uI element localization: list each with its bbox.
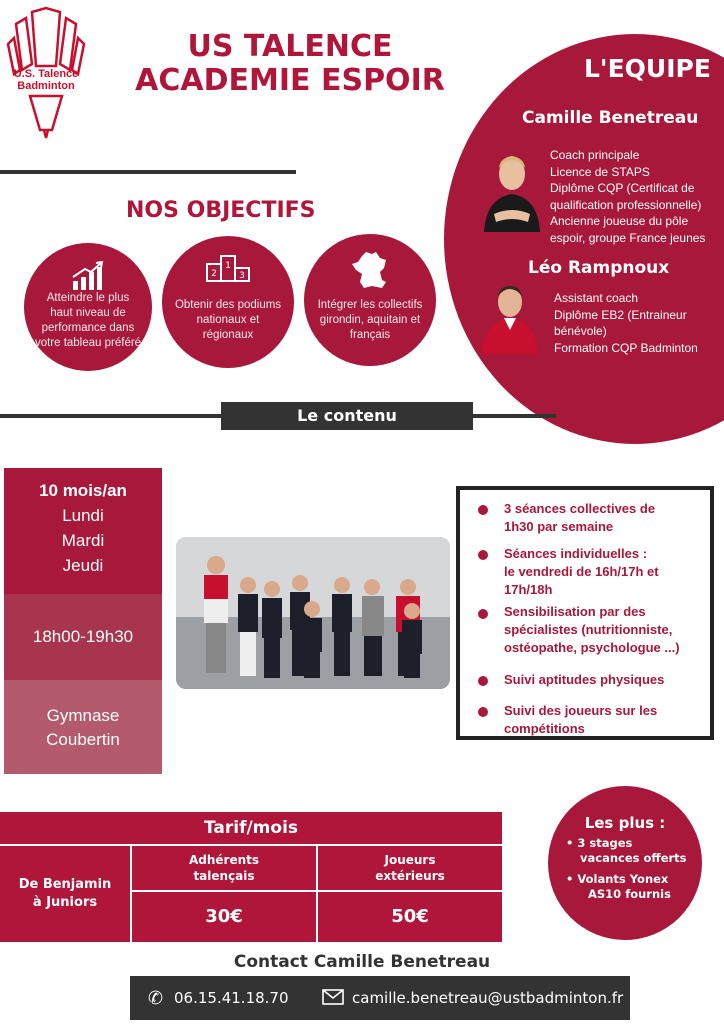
svg-text:2: 2 bbox=[211, 269, 217, 279]
tarif-col2-header bbox=[318, 846, 502, 890]
coach1-line: Coach principale bbox=[550, 148, 640, 162]
program-line: Sensibilisation par des bbox=[504, 604, 646, 619]
coach1-line: Ancienne joueuse du pôle bbox=[550, 214, 689, 228]
coach2-photo bbox=[478, 278, 542, 354]
page-title bbox=[120, 30, 460, 98]
podium-icon bbox=[162, 254, 294, 287]
content-banner bbox=[221, 402, 473, 430]
program-line: compétitions bbox=[504, 721, 585, 736]
program-line: le vendredi de 16h/17h et bbox=[504, 564, 659, 579]
france-map-icon bbox=[304, 250, 436, 295]
schedule-day: Mardi bbox=[61, 531, 105, 550]
objective-podiums bbox=[162, 236, 294, 368]
tarif-heading-cell bbox=[0, 812, 502, 844]
schedule-hours-cell bbox=[4, 594, 162, 680]
logo-line1: U.S. Talence bbox=[13, 68, 79, 80]
coach1-photo bbox=[480, 148, 544, 232]
tarif-col1-line1: Adhérents bbox=[188, 853, 260, 867]
title-line1: US TALENCE bbox=[187, 29, 393, 64]
divider-top bbox=[0, 170, 296, 174]
coach2-line: bénévole) bbox=[554, 324, 607, 338]
email-icon bbox=[322, 989, 344, 1009]
content-banner-label: Le contenu bbox=[297, 406, 397, 425]
coach2-line: Formation CQP Badminton bbox=[554, 340, 698, 355]
schedule-place-line1: Gymnase bbox=[46, 706, 120, 725]
program-line: 1h30 par semaine bbox=[504, 519, 614, 534]
objectives-heading: NOS OBJECTIFS bbox=[126, 198, 316, 223]
tarif-price2-cell bbox=[318, 892, 502, 942]
svg-text:1: 1 bbox=[225, 261, 231, 271]
objective-text: Intégrer les collectifs girondin, aquitain et français bbox=[317, 299, 423, 341]
schedule-hours: 18h00-19h30 bbox=[32, 627, 134, 646]
phone-link[interactable]: 06.15.41.18.70 bbox=[174, 989, 289, 1007]
plus-circle bbox=[548, 786, 702, 940]
tarif-col1-line2: talençais bbox=[193, 869, 255, 883]
group-photo bbox=[176, 537, 450, 689]
email-link[interactable]: camille.benetreau@ustbadminton.fr bbox=[352, 989, 624, 1007]
tarif-row-label-line1: De Benjamin bbox=[18, 877, 112, 892]
contact-heading: Contact Camille Benetreau bbox=[233, 952, 491, 972]
tarif-price1-cell bbox=[132, 892, 316, 942]
plus-item2-line2: AS10 fournis bbox=[588, 887, 671, 901]
svg-text:3: 3 bbox=[239, 271, 245, 281]
program-item bbox=[504, 671, 724, 689]
plus-heading: Les plus : bbox=[584, 814, 666, 832]
objective-performance bbox=[24, 243, 152, 371]
bullet-icon bbox=[478, 609, 488, 619]
program-item bbox=[504, 545, 724, 599]
tarif-price2: 50€ bbox=[391, 906, 429, 927]
club-logo bbox=[2, 4, 90, 140]
coach1-details bbox=[550, 147, 705, 246]
bullet-icon bbox=[478, 676, 488, 686]
schedule-day: Jeudi bbox=[62, 556, 104, 575]
schedule-period: 10 mois/an bbox=[39, 481, 127, 500]
program-item bbox=[504, 702, 724, 738]
program-item bbox=[504, 603, 724, 657]
program-line: 17h/18h bbox=[504, 582, 553, 597]
logo-line2: Badminton bbox=[17, 80, 75, 92]
program-line: Suivi des joueurs sur les bbox=[504, 703, 658, 718]
objective-text: Atteindre le plus haut niveau de performance dans votre tableau préféré bbox=[34, 292, 142, 349]
team-heading: L'EQUIPE bbox=[584, 54, 711, 83]
plus-item1-line2: vacances offerts bbox=[580, 851, 687, 865]
program-line: Suivi aptitudes physiques bbox=[504, 672, 665, 687]
program-item bbox=[504, 500, 724, 536]
coach1-line: Licence de STAPS bbox=[550, 164, 650, 179]
tarif-price1: 30€ bbox=[205, 906, 243, 927]
schedule-days-cell bbox=[4, 468, 162, 594]
phone-icon: ✆ bbox=[148, 988, 164, 1009]
bullet-icon bbox=[478, 707, 488, 717]
objective-collectifs bbox=[304, 234, 436, 366]
program-line: ostéopathe, psychologue ...) bbox=[504, 640, 680, 655]
program-line: 3 séances collectives de bbox=[504, 501, 656, 516]
coach2-details bbox=[554, 290, 698, 356]
tarif-row-label-line2: à Juniors bbox=[32, 895, 98, 910]
tarif-heading: Tarif/mois bbox=[203, 818, 299, 838]
plus-item1-line1: 3 stages bbox=[577, 836, 633, 850]
plus-item2: • Volants Yonex AS10 fournis bbox=[566, 872, 671, 901]
bullet-icon bbox=[478, 505, 488, 515]
schedule-place-cell bbox=[4, 680, 162, 774]
schedule-place-line2: Coubertin bbox=[46, 730, 120, 749]
contact-bar bbox=[130, 976, 630, 1020]
tarif-col2-line2: extérieurs bbox=[375, 869, 445, 883]
coach1-line: qualification professionnelle) bbox=[550, 197, 702, 212]
plus-item2-line1: Volants Yonex bbox=[577, 872, 669, 886]
coach1-line: Diplôme CQP (Certificat de bbox=[550, 181, 695, 195]
tarif-row-label-cell bbox=[0, 846, 130, 942]
coach1-line: espoir, groupe France jeunes bbox=[550, 230, 706, 245]
tarif-col1-header bbox=[132, 846, 316, 890]
tarif-col2-line1: Joueurs bbox=[384, 853, 436, 867]
program-line: spécialistes (nutritionniste, bbox=[504, 622, 673, 637]
coach1-name: Camille Benetreau bbox=[522, 108, 699, 128]
title-line2: ACADEMIE ESPOIR bbox=[135, 63, 445, 98]
coach2-line: Diplôme EB2 (Entraineur bbox=[554, 307, 687, 322]
plus-item1: • 3 stages vacances offerts bbox=[566, 836, 687, 865]
schedule-day: Lundi bbox=[62, 506, 104, 525]
coach2-line: Assistant coach bbox=[554, 291, 639, 305]
program-line: Séances individuelles : bbox=[504, 546, 648, 561]
program-box bbox=[456, 486, 714, 740]
coach2-name: Léo Rampnoux bbox=[528, 258, 670, 278]
bullet-icon bbox=[478, 550, 488, 560]
objective-text: Obtenir des podiums nationaux et régionaux bbox=[174, 299, 282, 341]
